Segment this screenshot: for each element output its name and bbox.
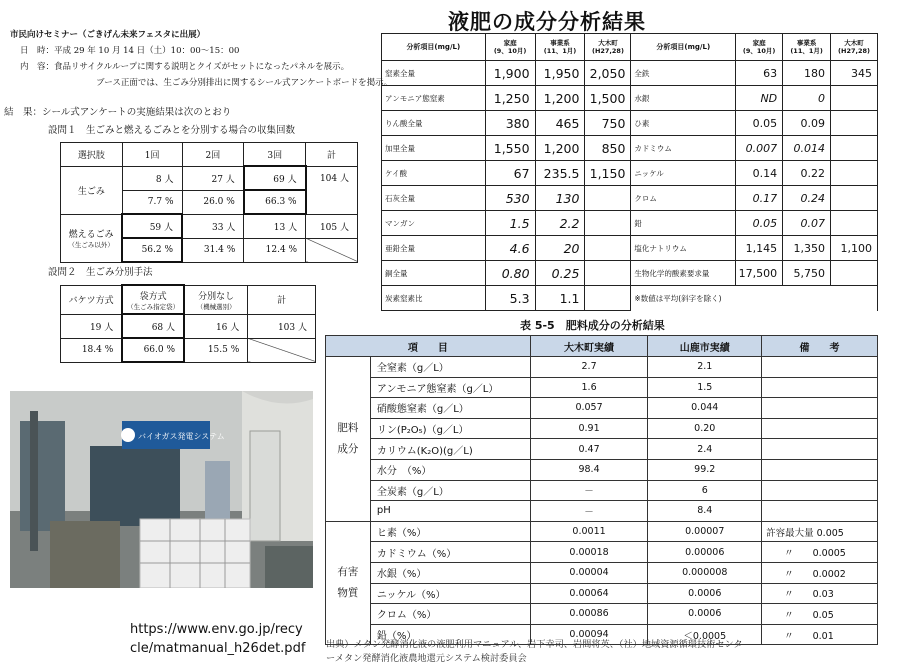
fert-header: 山鹿市実績 — [648, 336, 762, 357]
seminar-content-1: 内 容：食品リサイクルループに関する説明とクイズがセットになったパネルを展示。 — [20, 62, 350, 72]
fert-item: 全窒素（g／L） — [370, 357, 530, 378]
analysis-value-right: 0.09 — [783, 111, 831, 136]
analysis-value-right: 0.05 — [736, 211, 783, 236]
fert-yamaga-value: ＜0.0005 — [648, 624, 762, 645]
analysis-item-right: クロム — [631, 186, 736, 211]
fert-header: 大木町実績 — [530, 336, 648, 357]
q2-header: 袋方式 （生ごみ指定袋） — [122, 285, 184, 314]
q2-cell: 18.4 % — [61, 338, 123, 362]
analysis-value-right: 0.14 — [736, 161, 783, 186]
q1-cell-max: 66.3 % — [244, 190, 306, 214]
analysis-item-left: りん酸全量 — [382, 111, 486, 136]
fert-item: リン(P₂O₅)（g／L） — [370, 418, 530, 439]
fert-item: 水分 （%） — [370, 459, 530, 480]
q1-cell: 7.7 % — [122, 190, 182, 214]
photo-drawing — [10, 391, 313, 588]
analysis-value-left: 1,500 — [585, 86, 631, 111]
analysis-value-left: 530 — [485, 186, 535, 211]
analysis-row — [382, 86, 878, 111]
q1-cell: 27 人 — [182, 166, 244, 190]
q1-total: 105 人 — [306, 214, 358, 238]
fert-note — [762, 357, 878, 378]
fert-item: ヒ素（%） — [370, 521, 530, 542]
q2-title: 設問２ 生ごみ分別手法 — [48, 267, 153, 278]
q2-total: 103 人 — [248, 314, 316, 338]
fert-header-row — [326, 336, 878, 357]
analysis-value-right: 0.17 — [736, 186, 783, 211]
fert-note: 〃 0.0005 — [762, 542, 878, 563]
fert-note — [762, 501, 878, 522]
fert-note — [762, 377, 878, 398]
fert-yamaga-value: 0.00007 — [648, 521, 762, 542]
fert-yamaga-value: 99.2 — [648, 459, 762, 480]
fert-note — [762, 439, 878, 460]
fert-item: カリウム(K₂O)(g／L) — [370, 439, 530, 460]
analysis-value-right — [831, 161, 878, 186]
biogas-plant-photo — [10, 391, 313, 588]
fert-row — [326, 583, 878, 604]
analysis-value-left: 850 — [585, 136, 631, 161]
fert-ooki-value: 1.6 — [530, 377, 648, 398]
fert-item: 全炭素（g／L） — [370, 480, 530, 501]
analysis-item-right: ニッケル — [631, 161, 736, 186]
fert-note: 〃 0.05 — [762, 604, 878, 625]
fert-ooki-value: 0.00064 — [530, 583, 648, 604]
q1-cell-max: 69 人 — [244, 166, 306, 190]
q1-diagonal-cell — [306, 238, 358, 262]
analysis-item-left: 亜鉛全量 — [382, 236, 486, 261]
seminar-heading: 市民向けセミナー（ごきげん未来フェスタに出展） — [10, 30, 206, 40]
analysis-row — [382, 61, 878, 86]
fert-item: アンモニア態窒素（g／L） — [370, 377, 530, 398]
analysis-value-right: 180 — [783, 61, 831, 86]
fert-item: 硝酸態窒素（g／L） — [370, 398, 530, 419]
analysis-value-left: 465 — [535, 111, 585, 136]
fert-ooki-value: 98.4 — [530, 459, 648, 480]
seminar-block — [10, 27, 392, 91]
q1-header: 3回 — [244, 143, 306, 167]
analysis-row — [382, 286, 878, 311]
source-url-line1: https://www.env.go.jp/recy — [130, 622, 303, 637]
analysis-row — [382, 211, 878, 236]
fert-row — [326, 459, 878, 480]
q1-header: 2回 — [182, 143, 244, 167]
q2-header: 計 — [248, 285, 316, 314]
analysis-title: 液肥の成分分析結果 — [448, 10, 646, 34]
analysis-note: ※数値は平均(斜字を除く) — [631, 286, 878, 311]
analysis-value-right — [831, 136, 878, 161]
analysis-value-left: 235.5 — [535, 161, 585, 186]
analysis-item-left: 石灰全量 — [382, 186, 486, 211]
q2-row — [61, 314, 316, 338]
fert-yamaga-value: 0.0006 — [648, 604, 762, 625]
analysis-row — [382, 161, 878, 186]
fert-ooki-value: 0.00086 — [530, 604, 648, 625]
analysis-value-left: 1,550 — [485, 136, 535, 161]
analysis-value-right — [831, 261, 878, 286]
q2-cell: 16 人 — [184, 314, 248, 338]
analysis-value-left: 380 — [485, 111, 535, 136]
analysis-value-right: ND — [736, 86, 783, 111]
analysis-value-left: 5.3 — [485, 286, 535, 311]
analysis-header: 事業系 (11、1月) — [783, 34, 831, 61]
fert-ooki-value: 0.00004 — [530, 562, 648, 583]
analysis-value-right — [831, 86, 878, 111]
analysis-header: 大木町 (H27,28) — [831, 34, 878, 61]
analysis-value-left — [585, 286, 631, 311]
fert-ooki-value: 0.47 — [530, 439, 648, 460]
q1-header-row — [61, 143, 358, 167]
source-citation — [326, 638, 743, 666]
q1-row — [61, 214, 358, 238]
analysis-row — [382, 111, 878, 136]
fert-row — [326, 418, 878, 439]
q2-cell-max: 66.0 % — [122, 338, 184, 362]
q2-diagonal-cell — [248, 338, 316, 362]
analysis-value-left — [585, 211, 631, 236]
analysis-item-right: カドミウム — [631, 136, 736, 161]
analysis-header: 大木町 (H27,28) — [585, 34, 631, 61]
analysis-value-left: 1,900 — [485, 61, 535, 86]
analysis-value-left: 1,200 — [535, 136, 585, 161]
q1-table — [60, 142, 358, 263]
q1-cell: 8 人 — [122, 166, 182, 190]
fert-row — [326, 398, 878, 419]
fert-yamaga-value: 0.044 — [648, 398, 762, 419]
analysis-value-right: 1,145 — [736, 236, 783, 261]
fert-row — [326, 604, 878, 625]
q1-row — [61, 166, 358, 190]
fert-note: 〃 0.01 — [762, 624, 878, 645]
fert-note: 許容最大量 0.005 — [762, 521, 878, 542]
analysis-row — [382, 236, 878, 261]
analysis-table — [381, 33, 878, 311]
analysis-value-right: 0.007 — [736, 136, 783, 161]
analysis-value-right: 345 — [831, 61, 878, 86]
q1-cell: 26.0 % — [182, 190, 244, 214]
fert-row — [326, 562, 878, 583]
q1-header: 選択肢 — [61, 143, 123, 167]
analysis-item-left: マンガン — [382, 211, 486, 236]
analysis-value-left: 2,050 — [585, 61, 631, 86]
q2-cell-max: 68 人 — [122, 314, 184, 338]
analysis-value-left: 750 — [585, 111, 631, 136]
fert-ooki-value: 2.7 — [530, 357, 648, 378]
q1-cell: 33 人 — [182, 214, 244, 238]
analysis-value-right: 0.014 — [783, 136, 831, 161]
q1-cell: 13 人 — [244, 214, 306, 238]
q2-row — [61, 338, 316, 362]
analysis-value-right: 1,100 — [831, 236, 878, 261]
fert-yamaga-value: 1.5 — [648, 377, 762, 398]
analysis-value-left: 0.80 — [485, 261, 535, 286]
fert-item: カドミウム（%） — [370, 542, 530, 563]
analysis-value-right: 1,350 — [783, 236, 831, 261]
fert-note — [762, 480, 878, 501]
fert-yamaga-value: 0.00006 — [648, 542, 762, 563]
fert-ooki-value: 0.00094 — [530, 624, 648, 645]
analysis-item-right: 生物化学的酸素要求量 — [631, 261, 736, 286]
analysis-value-left — [585, 261, 631, 286]
fert-category: 肥料 成分 — [326, 357, 371, 522]
analysis-value-right: 0.05 — [736, 111, 783, 136]
q2-header: 分別なし （機械選別） — [184, 285, 248, 314]
fert-yamaga-value: 0.20 — [648, 418, 762, 439]
fert-category: 有害 物質 — [326, 521, 371, 645]
fert-header: 備 考 — [762, 336, 878, 357]
analysis-header: 分析項目(mg/L) — [382, 34, 486, 61]
analysis-value-right: 0.24 — [783, 186, 831, 211]
analysis-value-left: 130 — [535, 186, 585, 211]
q2-cell: 19 人 — [61, 314, 123, 338]
photo-sign-text: バイオガス発電システム — [138, 432, 225, 441]
analysis-item-left: アンモニア態窒素 — [382, 86, 486, 111]
q2-cell: 15.5 % — [184, 338, 248, 362]
fert-ooki-value: 0.057 — [530, 398, 648, 419]
analysis-item-left: 銅全量 — [382, 261, 486, 286]
fert-note — [762, 398, 878, 419]
fert-row — [326, 357, 878, 378]
source-url[interactable] — [130, 620, 305, 658]
fert-table — [325, 335, 878, 645]
analysis-value-right: 63 — [736, 61, 783, 86]
fert-row — [326, 501, 878, 522]
source-line2: ーメタン発酵消化液農地還元システム検討委員会 — [326, 653, 527, 664]
fert-row — [326, 480, 878, 501]
fert-row — [326, 377, 878, 398]
analysis-value-left — [585, 186, 631, 211]
q1-cell: 31.4 % — [182, 238, 244, 262]
q1-total: 104 人 — [306, 166, 358, 214]
analysis-item-left: ケイ酸 — [382, 161, 486, 186]
fert-header: 項 目 — [326, 336, 531, 357]
fert-yamaga-value: 0.000008 — [648, 562, 762, 583]
result-line: 結 果：シール式アンケートの実施結果は次のとおり — [4, 107, 232, 118]
analysis-item-right: 塩化ナトリウム — [631, 236, 736, 261]
q2-header: バケツ方式 — [61, 285, 123, 314]
fert-item: 水銀（%） — [370, 562, 530, 583]
analysis-value-left: 1,150 — [585, 161, 631, 186]
analysis-value-left: 67 — [485, 161, 535, 186]
analysis-header: 家庭 (9、10月) — [485, 34, 535, 61]
fert-yamaga-value: 8.4 — [648, 501, 762, 522]
q1-row-label: 生ごみ — [61, 166, 123, 214]
analysis-value-left: 1,250 — [485, 86, 535, 111]
analysis-item-right: 鉛 — [631, 211, 736, 236]
analysis-value-right: 5,750 — [783, 261, 831, 286]
q1-cell-max: 56.2 % — [122, 238, 182, 262]
fert-yamaga-value: 2.4 — [648, 439, 762, 460]
fert-item: クロム（%） — [370, 604, 530, 625]
q2-header-row — [61, 285, 316, 314]
fert-ooki-value: 0.91 — [530, 418, 648, 439]
seminar-date: 日 時：平成 29 年 10 月 14 日（土）10：00～15：00 — [20, 46, 240, 56]
analysis-item-right: 水銀 — [631, 86, 736, 111]
q1-cell-max: 59 人 — [122, 214, 182, 238]
analysis-value-left: 20 — [535, 236, 585, 261]
analysis-value-right — [831, 186, 878, 211]
analysis-item-right: ひ素 — [631, 111, 736, 136]
analysis-value-left: 1,950 — [535, 61, 585, 86]
seminar-content-2: ブース正面では、生ごみ分別排出に関するシール式アンケートボードを掲示。 — [96, 78, 393, 88]
analysis-value-right: 17,500 — [736, 261, 783, 286]
q1-cell: 12.4 % — [244, 238, 306, 262]
analysis-header: 事業系 (11、1月) — [535, 34, 585, 61]
q1-header: 1回 — [122, 143, 182, 167]
analysis-header: 家庭 (9、10月) — [736, 34, 783, 61]
fert-ooki-value: 0.00018 — [530, 542, 648, 563]
fert-yamaga-value: 2.1 — [648, 357, 762, 378]
analysis-value-left: 4.6 — [485, 236, 535, 261]
q2-table — [60, 284, 316, 363]
fert-item: 鉛（%） — [370, 624, 530, 645]
analysis-value-right: 0.22 — [783, 161, 831, 186]
fert-row — [326, 542, 878, 563]
source-url-line2: cle/matmanual_h26det.pdf — [130, 641, 306, 656]
fert-yamaga-value: 0.0006 — [648, 583, 762, 604]
q1-header: 計 — [306, 143, 358, 167]
q1-row-label: 燃えるごみ （生ごみ以外） — [61, 214, 123, 262]
fert-ooki-value: － — [530, 480, 648, 501]
analysis-row — [382, 186, 878, 211]
analysis-item-right: 全鉄 — [631, 61, 736, 86]
fert-note: 〃 0.03 — [762, 583, 878, 604]
analysis-item-left: 窒素全量 — [382, 61, 486, 86]
fert-item: ニッケル（%） — [370, 583, 530, 604]
analysis-value-left: 2.2 — [535, 211, 585, 236]
fert-row — [326, 439, 878, 460]
fert-yamaga-value: 6 — [648, 480, 762, 501]
analysis-value-left: 1,200 — [535, 86, 585, 111]
analysis-value-left: 1.5 — [485, 211, 535, 236]
analysis-value-left: 0.25 — [535, 261, 585, 286]
analysis-header-row — [382, 34, 878, 61]
q1-title: 設問１ 生ごみと燃えるごみとを分別する場合の収集回数 — [48, 125, 296, 136]
analysis-value-left — [585, 236, 631, 261]
analysis-value-right: 0 — [783, 86, 831, 111]
fert-ooki-value: 0.0011 — [530, 521, 648, 542]
fert-note — [762, 418, 878, 439]
fert-note: 〃 0.0002 — [762, 562, 878, 583]
analysis-value-right — [831, 211, 878, 236]
analysis-item-left: 加里全量 — [382, 136, 486, 161]
analysis-row — [382, 261, 878, 286]
fert-title: 表 5-5 肥料成分の分析結果 — [520, 319, 665, 332]
fert-item: pH — [370, 501, 530, 522]
fert-row — [326, 521, 878, 542]
analysis-header: 分析項目(mg/L) — [631, 34, 736, 61]
analysis-value-left: 1.1 — [535, 286, 585, 311]
fert-ooki-value: － — [530, 501, 648, 522]
source-line1: 出典）メタン発酵消化液の液肥利用マニュアル、岩下幸司、岩間将英、（社）地域資源循環技術センタ — [326, 639, 743, 650]
fert-note — [762, 459, 878, 480]
analysis-value-right: 0.07 — [783, 211, 831, 236]
analysis-item-left: 炭素窒素比 — [382, 286, 486, 311]
analysis-value-right — [831, 111, 878, 136]
analysis-row — [382, 136, 878, 161]
